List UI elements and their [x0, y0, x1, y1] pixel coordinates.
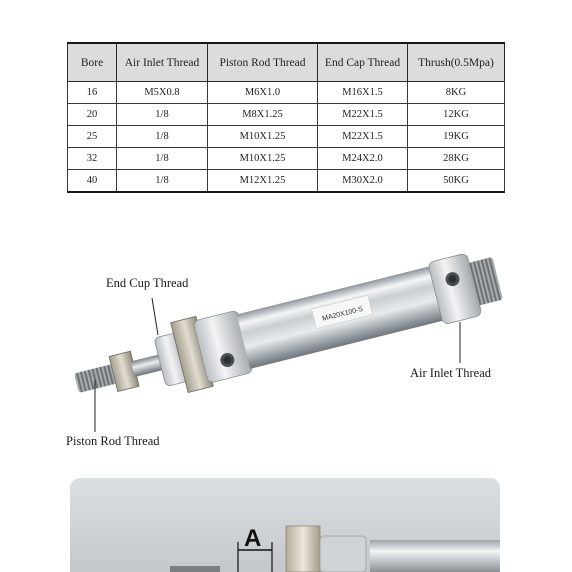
table-cell: M10X1.25 — [208, 126, 318, 148]
table-cell: 1/8 — [117, 148, 208, 170]
table-cell: 1/8 — [117, 170, 208, 193]
detail-photo-panel — [70, 478, 500, 572]
table-cell: M24X2.0 — [318, 148, 408, 170]
cylinder-product-image — [0, 228, 572, 468]
table-header-row — [68, 43, 505, 82]
table-cell: M10X1.25 — [208, 148, 318, 170]
table-row — [68, 104, 505, 126]
table-cell: M22X1.5 — [318, 126, 408, 148]
table-cell: 8KG — [408, 82, 505, 104]
table-cell: M8X1.25 — [208, 104, 318, 126]
piston-rod-thread-callout: Piston Rod Thread — [66, 434, 160, 448]
table-row — [68, 148, 505, 170]
table-cell: 12KG — [408, 104, 505, 126]
header-bore: Bore — [68, 43, 117, 82]
spec-table — [67, 42, 505, 193]
table-cell: 1/8 — [117, 126, 208, 148]
table-row — [68, 170, 505, 193]
table-cell: M30X2.0 — [318, 170, 408, 193]
air-inlet-thread-callout: Air Inlet Thread — [410, 366, 491, 380]
table-cell: M6X1.0 — [208, 82, 318, 104]
table-cell: 32 — [68, 148, 117, 170]
table-cell: 40 — [68, 170, 117, 193]
table-row — [68, 82, 505, 104]
table-cell: 1/8 — [117, 104, 208, 126]
table-cell: 19KG — [408, 126, 505, 148]
end-cap-thread-callout: End Cup Thread — [106, 276, 189, 290]
table-cell: 20 — [68, 104, 117, 126]
table-cell: 16 — [68, 82, 117, 104]
table-cell: 50KG — [408, 170, 505, 193]
header-end-cap-thread: End Cap Thread — [318, 43, 408, 82]
table-cell: M22X1.5 — [318, 104, 408, 126]
header-air-inlet-thread: Air Inlet Thread — [117, 43, 208, 82]
sticker-label: MA20X100-S — [321, 305, 364, 323]
dimension-a-label: A — [244, 525, 262, 552]
table-cell: 25 — [68, 126, 117, 148]
table-cell: 28KG — [408, 148, 505, 170]
table-row — [68, 126, 505, 148]
table-cell: M16X1.5 — [318, 82, 408, 104]
table-cell: M5X0.8 — [117, 82, 208, 104]
table-cell: M12X1.25 — [208, 170, 318, 193]
header-thrust: Thrush(0.5Mpa) — [408, 43, 505, 82]
header-piston-rod-thread: Piston Rod Thread — [208, 43, 318, 82]
